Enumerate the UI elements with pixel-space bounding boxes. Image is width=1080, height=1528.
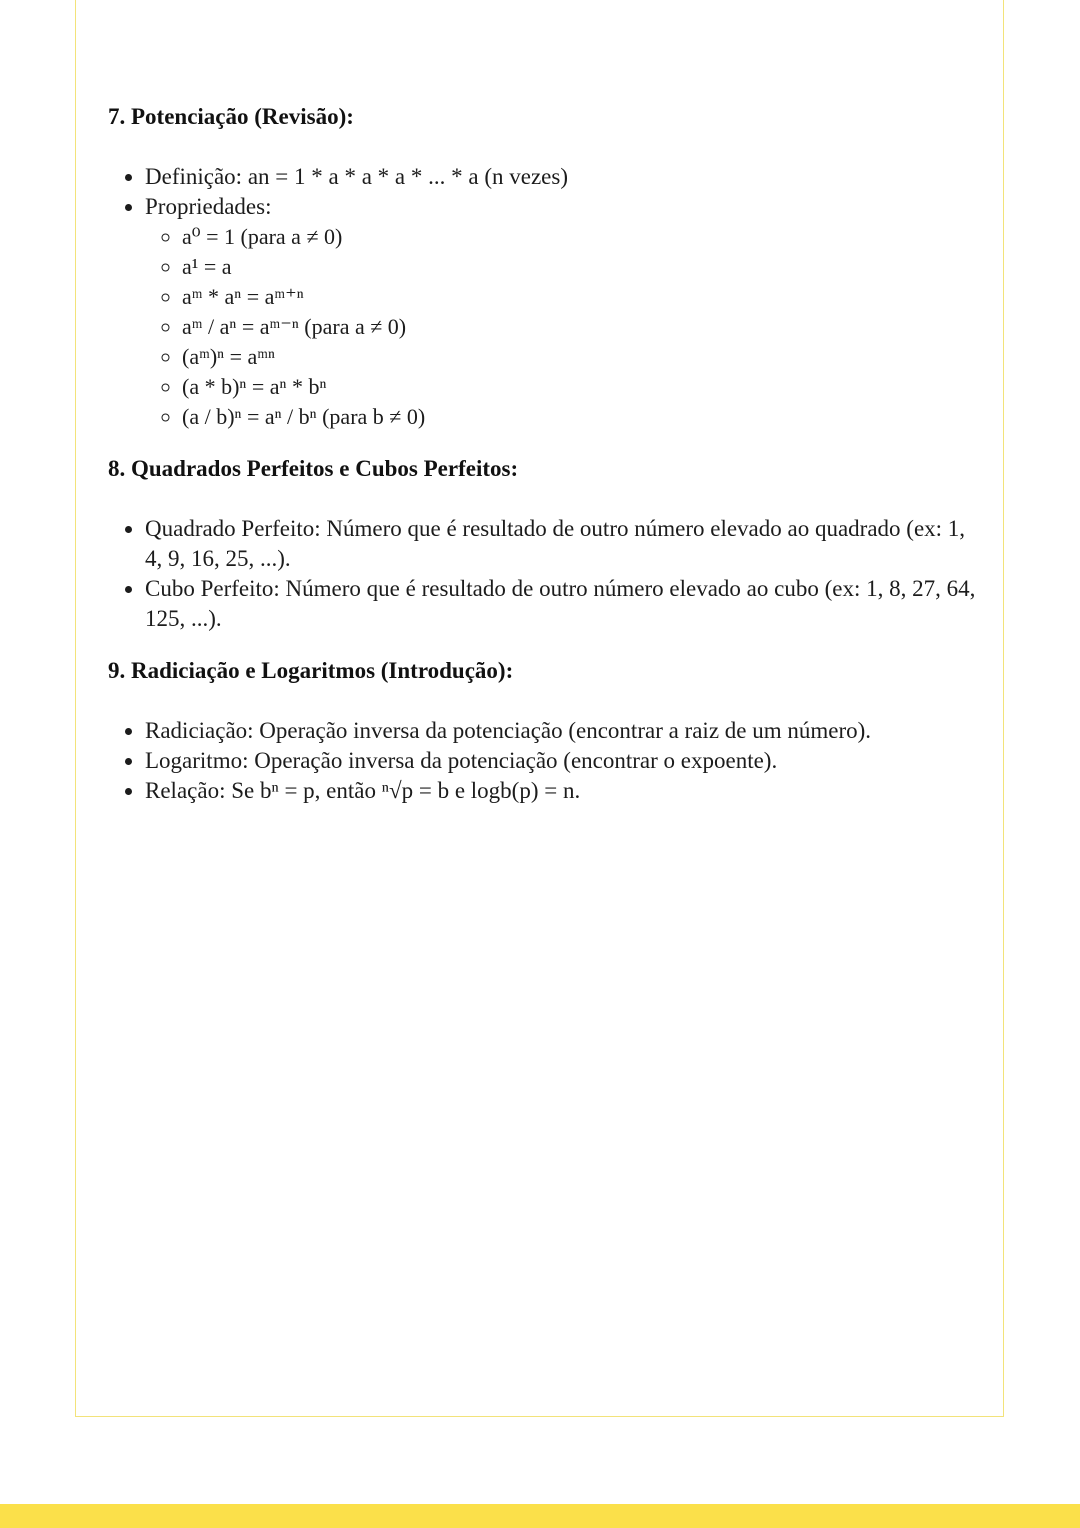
property-item: ◦ (a * b)ⁿ = aⁿ * bⁿ bbox=[182, 372, 978, 402]
section-potenciacao bbox=[108, 102, 978, 432]
list-item: • Quadrado Perfeito: Número que é resultado de outro número elevado ao quadrado (ex: 1, 4, 9, 16, 25, ...). bbox=[145, 514, 978, 574]
bullet-list bbox=[108, 162, 978, 432]
list-item bbox=[145, 162, 978, 192]
document-content bbox=[108, 102, 978, 828]
section-heading: 9. Radiciação e Logaritmos (Introdução): bbox=[108, 658, 514, 683]
section-heading: 7. Potenciação (Revisão): bbox=[108, 104, 354, 129]
list-item: • Cubo Perfeito: Número que é resultado de outro número elevado ao cubo (ex: 1, 8, 27, 64, 125, ...). bbox=[145, 574, 978, 634]
list-item: • Relação: Se bⁿ = p, então ⁿ√p = b e logb(p) = n. bbox=[145, 776, 978, 806]
footer-accent-bar bbox=[0, 1504, 1080, 1528]
properties-list bbox=[145, 222, 978, 432]
list-item: • Radiciação: Operação inversa da potenciação (encontrar a raiz de um número). bbox=[145, 716, 978, 746]
list-item-text: Propriedades: bbox=[145, 194, 272, 219]
bullet-list bbox=[108, 514, 978, 634]
bullet-list bbox=[108, 716, 978, 806]
list-item: • Logaritmo: Operação inversa da potenciação (encontrar o expoente). bbox=[145, 746, 978, 776]
property-item: ◦ (aᵐ)ⁿ = aᵐⁿ bbox=[182, 342, 978, 372]
section-quadrados-cubos bbox=[108, 454, 978, 634]
list-item-text: Definição: an = 1 * a * a * a * ... * a (n vezes) bbox=[145, 164, 568, 189]
property-item: ◦ aᵐ * aⁿ = aᵐ⁺ⁿ bbox=[182, 282, 978, 312]
property-item: ◦ a⁰ = 1 (para a ≠ 0) bbox=[182, 222, 978, 252]
property-item: ◦ a¹ = a bbox=[182, 252, 978, 282]
list-item bbox=[145, 192, 978, 432]
section-heading: 8. Quadrados Perfeitos e Cubos Perfeitos: bbox=[108, 456, 519, 481]
property-item: ◦ aᵐ / aⁿ = aᵐ⁻ⁿ (para a ≠ 0) bbox=[182, 312, 978, 342]
section-radiciacao-logaritmos bbox=[108, 656, 978, 806]
property-item: ◦ (a / b)ⁿ = aⁿ / bⁿ (para b ≠ 0) bbox=[182, 402, 978, 432]
